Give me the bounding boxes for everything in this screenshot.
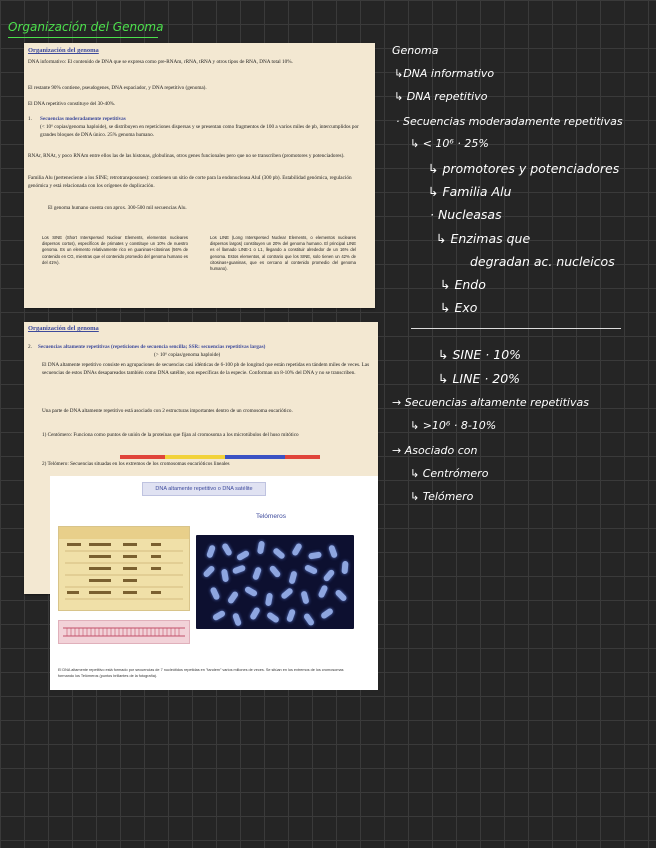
telomere-micrograph	[196, 535, 354, 629]
note-exo: ↳ Exo	[440, 300, 478, 315]
table-illustration	[59, 527, 189, 610]
note-altamente-repetitivas: → Secuencias altamente repetitivas	[392, 396, 589, 409]
chromosome-blob	[206, 544, 216, 558]
panel1-heading: Organización del genoma	[28, 47, 99, 54]
note-degradan: degradan ac. nucleicos	[470, 254, 615, 269]
panel1-item1-title: Secuencias moderadamente repetitivas	[40, 116, 126, 122]
note-high-percent: ↳ >10⁶ · 8-10%	[410, 419, 497, 432]
chromosome-blob	[244, 586, 258, 598]
note-promotores: ↳ promotores y potenciadores	[428, 161, 620, 176]
chromosome-blob	[334, 589, 347, 602]
chromosome-blob	[318, 584, 329, 598]
satellite-dna-figure	[50, 476, 378, 690]
notes-divider	[411, 328, 621, 329]
panel1-para3: El DNA repetitivo constituye del 30-40%.	[28, 101, 116, 107]
chromosome-blob	[221, 542, 233, 556]
chromosome-blob	[265, 593, 273, 607]
chromosome-blob	[249, 606, 261, 620]
chromosome-blob	[280, 587, 294, 600]
note-enzimas: ↳ Enzimas que	[436, 231, 531, 246]
panel1-para1: DNA informativo: El contenido de DNA que se expresa como pre-RNAm, rRNA, tRNA y otros tipos de RNA, DNA total 10%.	[28, 59, 293, 65]
panel1-para5: Familia Alu (perteneciente a los SINE; retrotransposones): contienen un sitio de corte para la endonucleasa AluI (300 pb). Estabilidad genómica, regulación genómica y está relacionada con los orígenes de duplicación.	[28, 175, 352, 189]
chromosome-blob	[269, 565, 282, 579]
panel1-item1-number: 1.	[28, 116, 32, 122]
telomeres-label: Telómeros	[256, 513, 286, 520]
note-endo: ↳ Endo	[440, 277, 486, 292]
color-bar-red-2	[285, 455, 320, 459]
note-dna-informativo: ↳DNA informativo	[394, 67, 495, 80]
panel2-point1: 1) Centómero: Funciona como puntos de unión de la proteínas que fijan al cromosoma a los microtúbulos del huso mitótico	[42, 432, 299, 438]
page-title: Organización del Genoma	[8, 20, 164, 34]
chromosome-blob	[341, 561, 348, 574]
note-centromero: ↳ Centrómero	[410, 467, 489, 480]
title-underline	[8, 37, 158, 38]
figure-footer-caption: El DNA altamente repetitivo está formado por secuencias de 7 nucleótidos repetidas en "tandem" varios millones de veces. Se sitúan en los extremos de los cromosomas formando los Telómeros (puntos brillantes de la fotografía).	[58, 668, 344, 678]
chromosome-blob	[308, 551, 322, 559]
chromosome-blob	[232, 612, 242, 626]
panel1-para2: El restante 90% contiene, pseudogenes, DNA espaciador, y DNA repetitivo (genoma).	[28, 85, 207, 91]
textbook-panel-1	[24, 43, 375, 308]
note-asociado: → Asociado con	[392, 444, 478, 457]
satellite-table-image	[58, 526, 190, 611]
note-line: ↳ LINE · 20%	[438, 371, 521, 386]
chromosome-blob	[328, 544, 338, 558]
note-genoma: Genoma	[392, 44, 439, 57]
dna-strand-graphic	[59, 621, 189, 643]
chromosome-blob	[323, 569, 336, 583]
chromosome-blob	[286, 608, 296, 622]
chromosome-blob	[288, 570, 297, 584]
panel1-para6: El genoma humano cuenta con aprox. 300-500 mil secuencias Alu.	[48, 205, 187, 211]
panel2-para2: Una parte de DNA altamente repetitivo está asociado con 2 estructuras importantes dentro de un cromosoma eucariótico.	[42, 408, 293, 414]
panel2-item2-number: 2.	[28, 344, 32, 350]
chromosome-blob	[303, 612, 315, 626]
panel2-item2-title: Secuencias altamente repetitivas (repeticiones de secuencia sencilla; SSR: secuencias repetitivas largas)	[38, 344, 266, 350]
chromosome-blob	[291, 542, 303, 556]
color-bar-red	[120, 455, 165, 459]
chromosome-blob	[252, 566, 262, 580]
chromosome-blob	[227, 590, 239, 604]
note-sine: ↳ SINE · 10%	[438, 347, 522, 362]
note-nucleasas: · Nucleasas	[430, 207, 502, 222]
panel2-heading: Organización del genoma	[28, 325, 99, 332]
panel1-item1-text: (< 10⁶ copias/genoma haploide), se distribuyen en repeticiones dispersas y se presentan como fragmentos de 100 a varios miles de pb, intercumplidos por grandes bloques de DNA único. 25% genoma humano.	[40, 124, 359, 138]
color-bar-yellow	[165, 455, 225, 459]
chromosome-blob	[236, 550, 250, 562]
note-familia-alu: ↳ Familia Alu	[428, 184, 512, 199]
chromosome-blob	[257, 541, 265, 555]
chromosome-blob	[221, 569, 229, 583]
chromosome-blob	[212, 610, 226, 622]
chromosome-blob	[300, 590, 309, 604]
chromosome-blob	[266, 611, 280, 623]
chromosome-blob	[202, 565, 215, 578]
chromosome-blob	[304, 564, 318, 575]
chromosome-blob	[272, 547, 286, 560]
chromosome-blob	[210, 586, 221, 600]
note-moderate-percent: ↳ < 10⁶ · 25%	[410, 137, 489, 150]
note-moderadamente-repetitivas: · Secuencias moderadamente repetitivas	[396, 115, 623, 128]
panel2-item2-suffix: (> 10⁶ copias/genoma haploide)	[154, 352, 221, 358]
note-dna-repetitivo: ↳ DNA repetitivo	[394, 90, 488, 103]
dna-repeat-illustration	[58, 620, 190, 644]
panel2-para1: El DNA altamente repetitivo consiste en agrupaciones de secuencias casi idénticas de 6-100 pb de longitud que están repetidas en tándem miles de veces. Las secuencias de estos DNAs desapareados también como DNA satélite, son específicas de la especie. Conforman un 8-10% del DNA y no se transcriben.	[42, 362, 370, 376]
line-info-box: Los LINE (Long Interspersed Nuclear Elements, o elementos nucleares dispersos largos) constituyen un 20% del genoma humano. El principal LINE es el llamado LINE-1 o L1, llegando a constituir alrededor de un 16% del genoma. Estos elementos, al contrario que los SINE, solo tienen un 42% de citosinas+guaninas, que es cercano al contenido promedio del genoma humano).	[210, 235, 356, 272]
panel2-point2: 2) Telómero: Secuencias situadas en los extremos de los cromosomas eucarióticos lineales	[42, 461, 230, 467]
panel1-para4: RNAr, RNAt, y poco RNAm entre ellos las de las histonas, globulinas, otros genes funcionales pero que no se transcriben (promotores y potenciadores).	[28, 153, 345, 159]
figure-caption-box: DNA altamente repetitivo o DNA satélite	[142, 482, 266, 496]
chromosome-blob	[232, 564, 246, 574]
color-bar-blue	[225, 455, 285, 459]
note-telomero: ↳ Telómero	[410, 490, 474, 503]
chromosome-blob	[320, 607, 334, 619]
sine-info-box: Los SINE (Short Interspersed Nuclear Elements, elementos nucleares dispersos cortos), específicos de primates y constituye un 10% de nuestro genoma. Es un elemento relativamente rico en guaninas+citosinas (56% de contenido en CG, mientras que el contenido promedio del genoma humano es del 41%).	[42, 235, 188, 265]
